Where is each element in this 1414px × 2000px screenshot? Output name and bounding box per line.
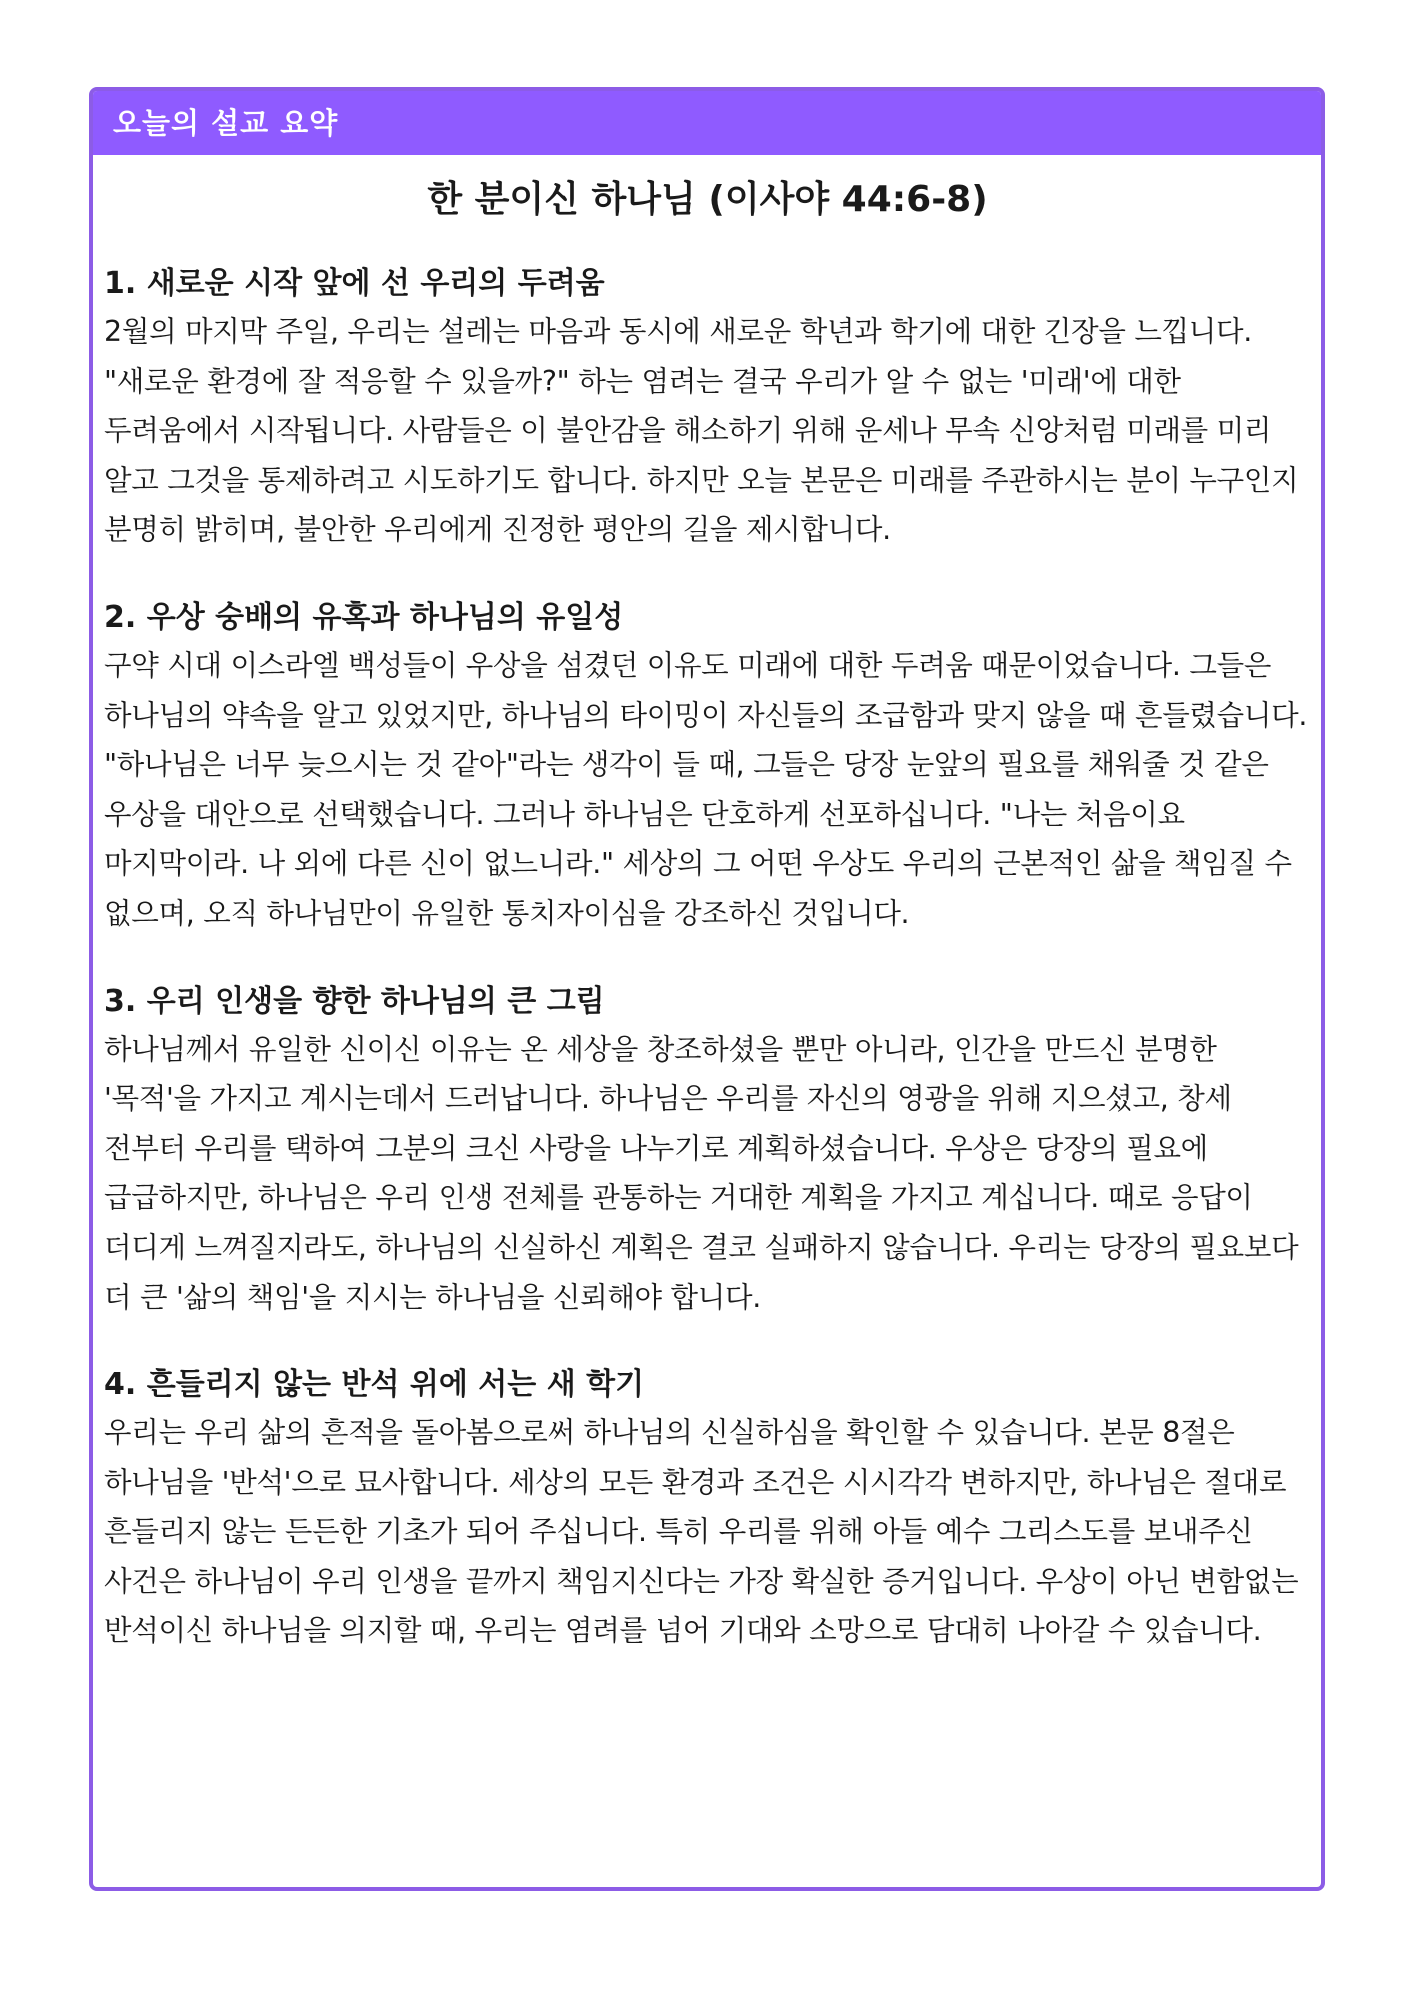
- sermon-summary-card: [89, 87, 1325, 1891]
- section-1: [104, 261, 1311, 555]
- section-body: 하나님께서 유일한 신이신 이유는 온 세상을 창조하셨을 뿐만 아니라, 인간을 만드신 분명한 '목적'을 가지고 계시는데서 드러납니다. 하나님은 우리를 자신의 영광을 위해 지으셨고, 창세 전부터 우리를 택하여 그분의 크신 사랑을 나누기로 계획하셨습니다. 우상은 당장의 필요에 급급하지만, 하나님은 우리 인생 전체를 관통하는 거대한 계획을 가지고 계십니다. 때로 응답이 더디게 느껴질지라도, 하나님의 신실하신 계획은 결코 실패하지 않습니다. 우리는 당장의 필요보다 더 큰 '삶의 책임'을 지시는 하나님을 신뢰해야 합니다.: [104, 1032, 1299, 1314]
- section-2: [104, 595, 1311, 939]
- section-heading: 3. 우리 인생을 향한 하나님의 큰 그림: [104, 983, 605, 1019]
- sermon-title: 한 분이신 하나님 (이사야 44:6-8): [427, 179, 988, 220]
- section-4: [104, 1362, 1311, 1656]
- section-heading: 2. 우상 숭배의 유혹과 하나님의 유일성: [104, 599, 624, 635]
- card-header: 오늘의 설교 요약: [93, 91, 1321, 155]
- section-heading: 4. 흔들리지 않는 반석 위에 서는 새 학기: [104, 1367, 645, 1403]
- card-body: [93, 175, 1321, 1656]
- section-body: 우리는 우리 삶의 흔적을 돌아봄으로써 하나님의 신실하심을 확인할 수 있습니다. 본문 8절은 하나님을 '반석'으로 묘사합니다. 세상의 모든 환경과 조건은 시시각각 변하지만, 하나님은 절대로 흔들리지 않는 든든한 기초가 되어 주십니다. 특히 우리를 위해 아들 예수 그리스도를 보내주신 사건은 하나님이 우리 인생을 끝까지 책임지신다는 가장 확실한 증거입니다. 우상이 아닌 변함없는 반석이신 하나님을 의지할 때, 우리는 염려를 넘어 기대와 소망으로 담대히 나아갈 수 있습니다.: [104, 1416, 1299, 1648]
- section-heading: 1. 새로운 시작 앞에 선 우리의 두려움: [104, 266, 605, 301]
- section-3: [104, 979, 1311, 1323]
- section-body: 2월의 마지막 주일, 우리는 설레는 마음과 동시에 새로운 학년과 학기에 대한 긴장을 느낍니다. "새로운 환경에 잘 적응할 수 있을까?" 하는 염려는 결국 우리가 알 수 없는 '미래'에 대한 두려움에서 시작됩니다. 사람들은 이 불안감을 해소하기 위해 운세나 무속 신앙처럼 미래를 미리 알고 그것을 통제하려고 시도하기도 합니다. 하지만 오늘 본문은 미래를 주관하시는 분이 누구인지 분명히 밝히며, 불안한 우리에게 진정한 평안의 길을 제시합니다.: [104, 315, 1299, 547]
- section-body: 구약 시대 이스라엘 백성들이 우상을 섬겼던 이유도 미래에 대한 두려움 때문이었습니다. 그들은 하나님의 약속을 알고 있었지만, 하나님의 타이밍이 자신들의 조급함과 맞지 않을 때 흔들렸습니다. "하나님은 너무 늦으시는 것 같아"라는 생각이 들 때, 그들은 당장 눈앞의 필요를 채워줄 것 같은 우상을 대안으로 선택했습니다. 그러나 하나님은 단호하게 선포하십니다. "나는 처음이요 마지막이라. 나 외에 다른 신이 없느니라." 세상의 그 어떤 우상도 우리의 근본적인 삶을 책임질 수 없으며, 오직 하나님만이 유일한 통치자이심을 강조하신 것입니다.: [104, 648, 1308, 930]
